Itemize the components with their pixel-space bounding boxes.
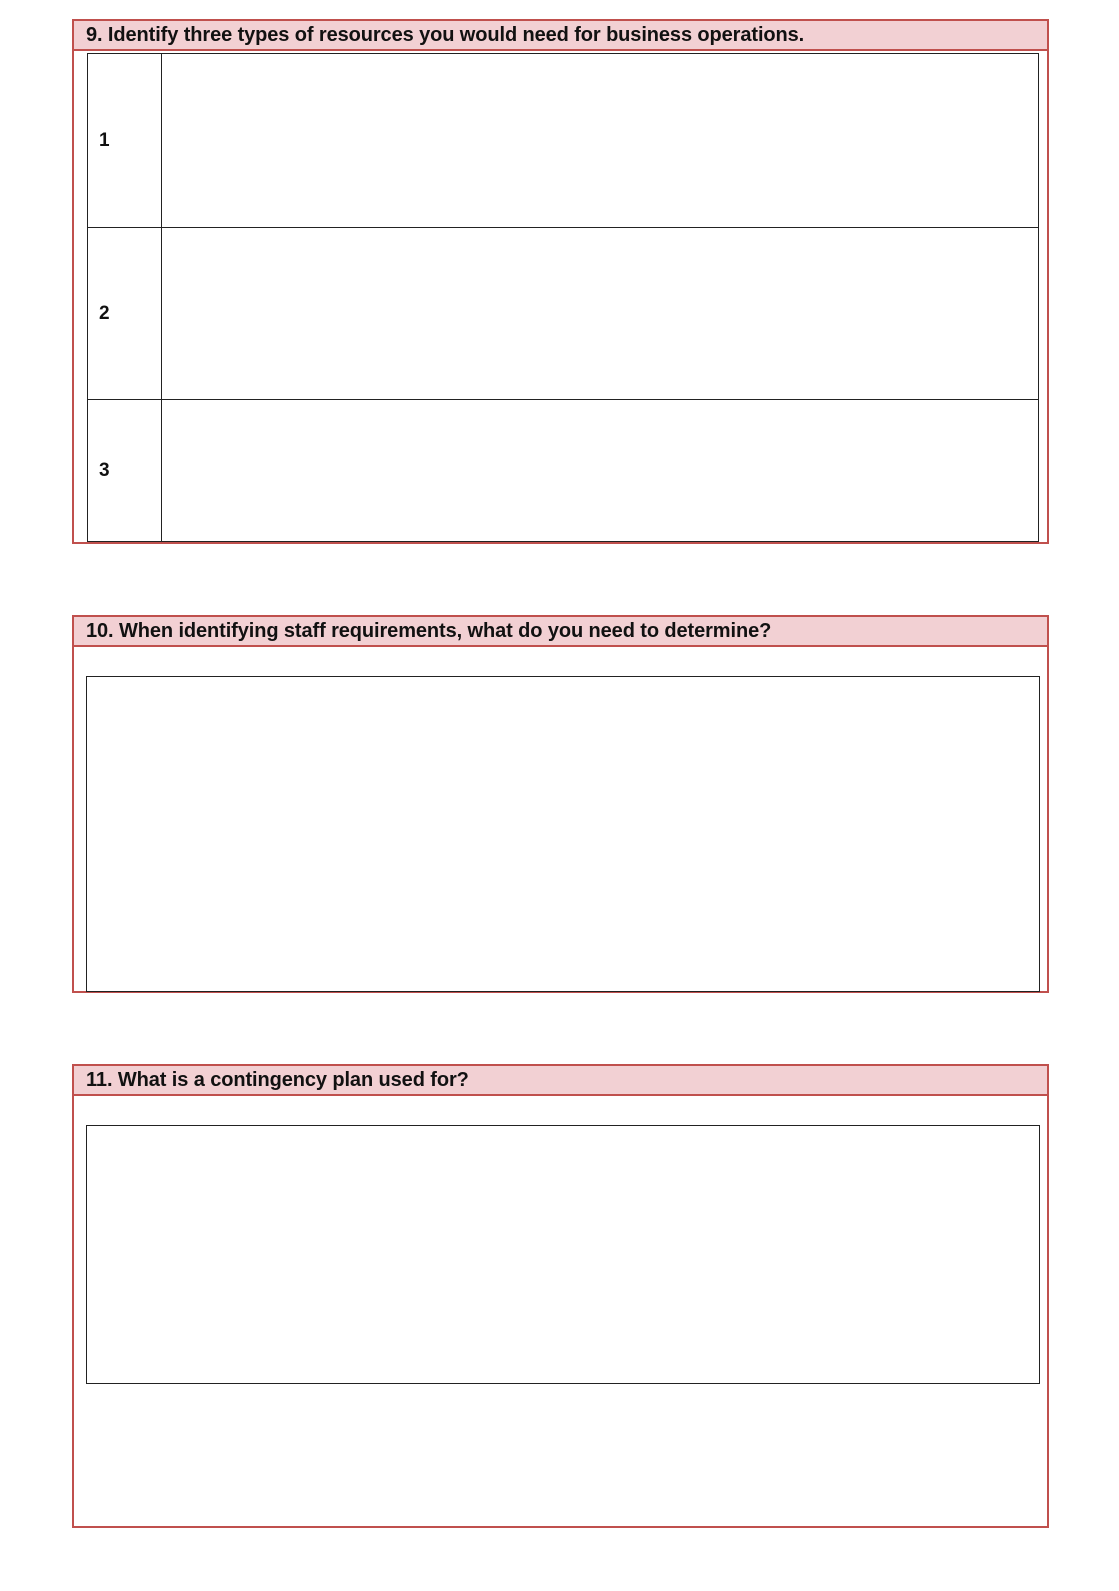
row-number-3: 3: [88, 400, 162, 541]
question-9-answer-table: [87, 53, 1039, 542]
answer-cell-3[interactable]: [162, 400, 1038, 541]
answer-cell-2[interactable]: [162, 228, 1038, 399]
question-10-section: [72, 615, 1049, 993]
row-number-2: 2: [88, 228, 162, 399]
question-10-heading: 10. When identifying staff requirements, what do you need to determine?: [74, 617, 1047, 647]
table-row: [88, 54, 1038, 227]
question-9-heading: 9. Identify three types of resources you would need for business operations.: [74, 21, 1047, 51]
table-row: [88, 227, 1038, 399]
answer-cell-1[interactable]: [162, 54, 1038, 227]
question-11-answer-box[interactable]: [86, 1125, 1040, 1384]
question-9-section: [72, 19, 1049, 544]
question-10-answer-box[interactable]: [86, 676, 1040, 992]
question-11-section: [72, 1064, 1049, 1528]
row-number-1: 1: [88, 54, 162, 227]
table-row: [88, 399, 1038, 541]
question-11-heading: 11. What is a contingency plan used for?: [74, 1066, 1047, 1096]
